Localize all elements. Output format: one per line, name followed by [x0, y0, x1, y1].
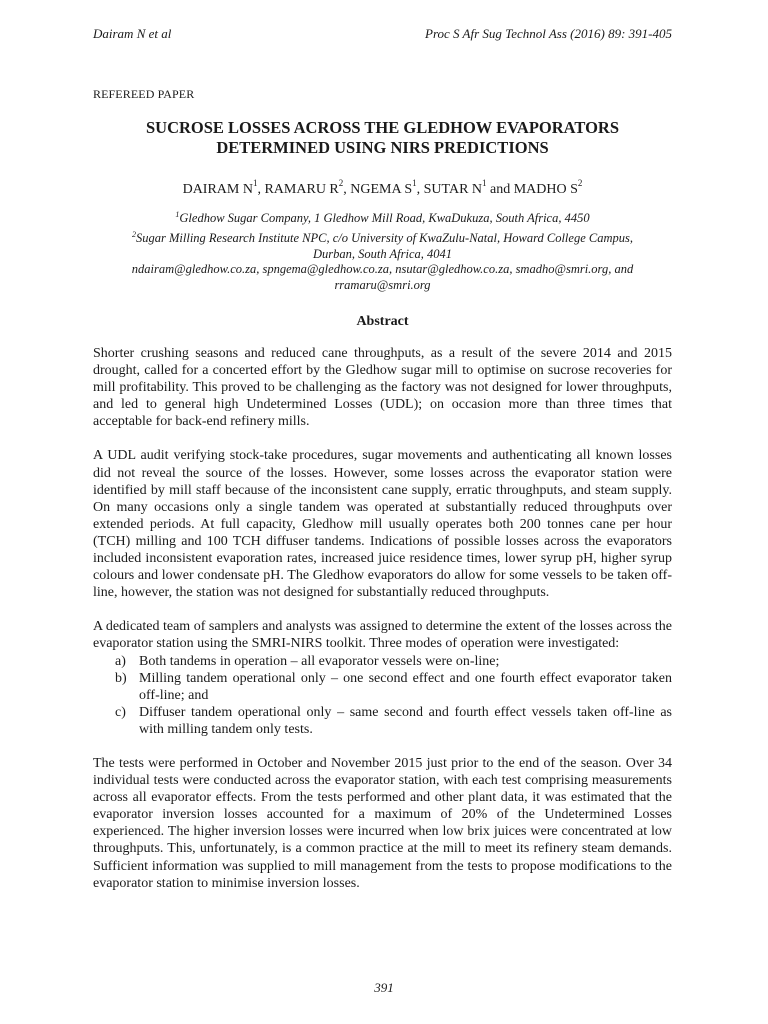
- abstract-paragraph-4: The tests were performed in October and November 2015 just prior to the end of the season. Over 34 individual tests were conducted across the evaporator station, with each test comprising measurements across all evaporator effects. From the tests performed and other plant data, it was estimated that the evaporator inversion losses accounted for a maximum of 20% of the Undetermined Losses experienced. The higher inversion losses were incurred when low brix juices were concentrated at low throughputs. This, unfortunately, is a common practice at the mill to meet its refinery steam demands. Sufficient information was supplied to mill management from the tests to propose modifications to the evaporator station to minimise inversion losses.: [93, 755, 672, 891]
- title-line-1: SUCROSE LOSSES ACROSS THE GLEDHOW EVAPORATORS: [145, 118, 619, 137]
- author-emails-cont: rramaru@smri.org: [334, 277, 431, 292]
- author-emails: ndairam@gledhow.co.za, spngema@gledhow.co.za, nsutar@gledhow.co.za, smadho@smri.org, and: [131, 262, 634, 277]
- author: DAIRAM $N^1$,: [182, 178, 265, 197]
- author: NGEMA $S^1$,: [350, 178, 424, 197]
- author-list: [93, 175, 672, 199]
- abstract-heading: Abstract: [356, 314, 409, 329]
- abstract-paragraph-2: A UDL audit verifying stock-take procedures, sugar movements and authenticating all known losses did not reveal the source of the losses. However, some losses across the evaporator station were identified by mill staff because of the inconsistent cane supply, erratic throughputs, and steam supply. On many occasions only a single tandem was operated at substantially reduced throughputs over extended periods. At full capacity, Gledhow mill usually operates both 200 tonnes cane per hour (TCH) milling and 100 TCH diffuser tandems. Indications of possible losses across the evaporators included inconsistent evaporation rates, increased juice residence times, lower syrup pH, higher syrup colours and lower condensate pH. The Gledhow evaporators do allow for some vessels to be taken off-line, however, the station was not designed for substantially reduced throughputs.: [93, 448, 672, 601]
- abstract-body: [93, 345, 672, 892]
- list-item: b) Milling tandem operational only – one second effect and one fourth effect evaporator taken off-line; and: [115, 670, 672, 703]
- page-number: 391: [374, 980, 394, 995]
- paper-title: [93, 118, 672, 158]
- abstract-paragraph-1: Shorter crushing seasons and reduced cane throughputs, as a result of the severe 2014 and 2015 drought, called for a concerted effort by the Gledhow sugar mill to optimise on sucrose recoveries for mill profitability. This proved to be challenging as the factory was not designed for lower throughputs, and led to general high Undetermined Losses (UDL); on occasion more than three times that acceptable for back-end refinery mills.: [93, 346, 672, 430]
- operation-modes-list: [93, 653, 672, 738]
- author: RAMARU $R^2$,: [264, 178, 351, 197]
- affiliation-2: $^2$Sugar Milling Research Institute NPC, c/o University of KwaZulu-Natal, Howard College Campus,: [132, 229, 633, 245]
- running-header: [93, 26, 672, 44]
- abstract-paragraph-3: A dedicated team of samplers and analysts was assigned to determine the extent of the losses across the evaporator station using the SMRI-NIRS toolkit. Three modes of operation were investigated:: [93, 619, 672, 652]
- affiliation-1: $^1$Gledhow Sugar Company, 1 Gledhow Mill Road, KwaDukuza, South Africa, 4450: [175, 210, 590, 226]
- list-item: c) Diffuser tandem operational only – same second and fourth effect vessels taken off-line as with milling tandem only tests.: [115, 704, 672, 737]
- list-item: a) Both tandems in operation – all evaporator vessels were on-line;: [115, 653, 500, 669]
- paper-type-label: REFEREED PAPER: [93, 87, 195, 101]
- affiliations: [93, 207, 672, 293]
- header-citation: Proc S Afr Sug Technol Ass (2016) 89: 391-405: [425, 26, 672, 41]
- title-line-2: DETERMINED USING NIRS PREDICTIONS: [216, 138, 549, 157]
- author: SUTAR $N^1$ and: [423, 178, 514, 197]
- header-authors: Dairam N et al: [93, 26, 172, 41]
- author: MADHO $S^2$: [513, 178, 583, 197]
- affiliation-2-cont: Durban, South Africa, 4041: [312, 246, 452, 261]
